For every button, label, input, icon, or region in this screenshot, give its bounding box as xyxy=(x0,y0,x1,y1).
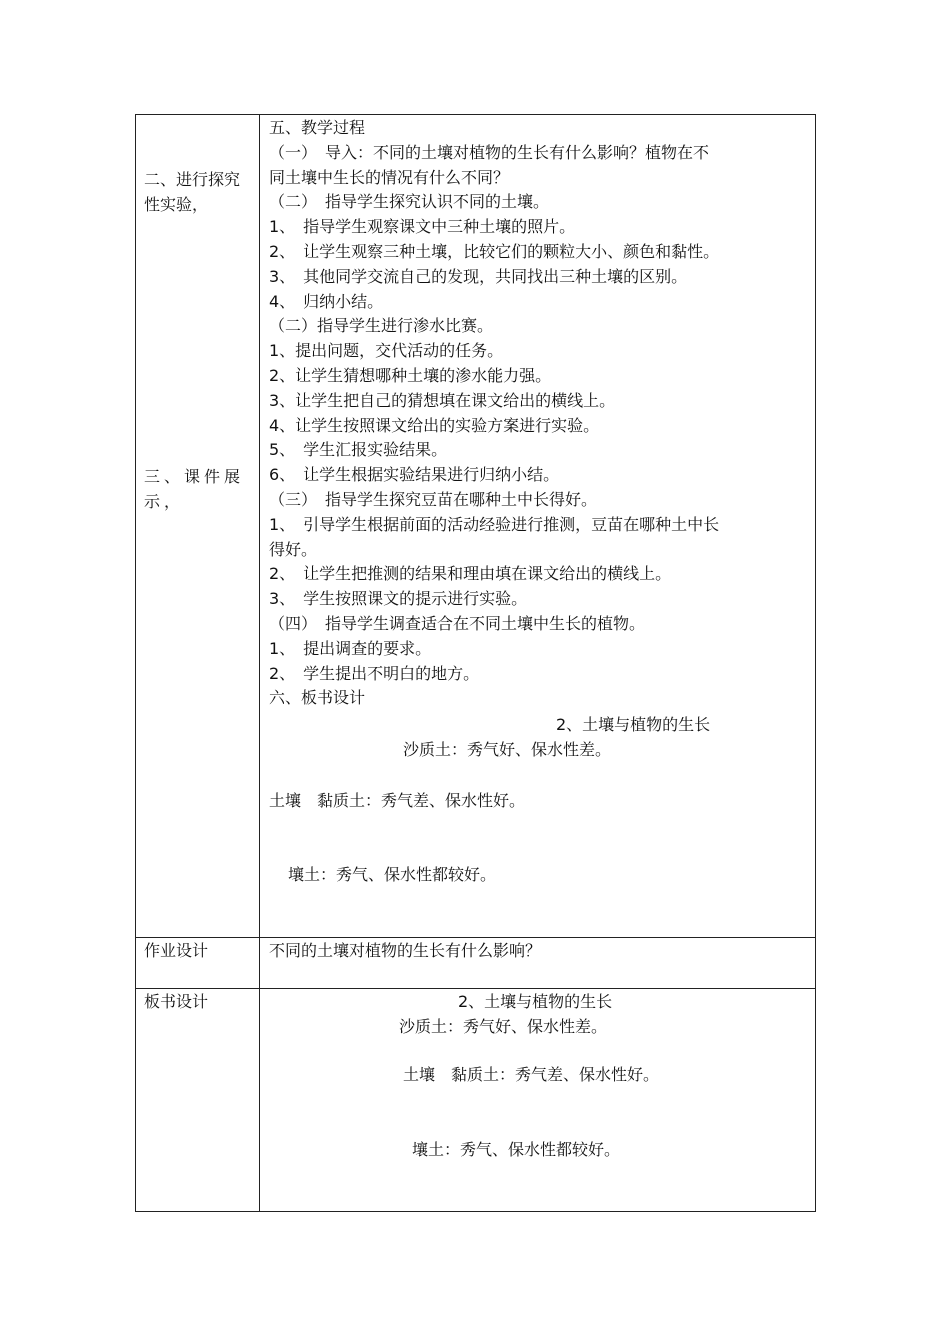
process-line: 得好。 xyxy=(269,539,318,559)
board1-title: 2、土壤与植物的生长 xyxy=(556,715,711,734)
process-line: 1、 提出调查的要求。 xyxy=(269,638,432,658)
process-line: 3、 其他同学交流自己的发现，共同找出三种土壤的区别。 xyxy=(269,266,688,286)
label-board: 板书设计 xyxy=(144,992,209,1011)
process-line: 6、 让学生根据实验结果进行归纳小结。 xyxy=(269,465,560,485)
label-experiment: 二、进行探究 性实验， xyxy=(144,170,241,214)
board2-title: 2、土壤与植物的生长 xyxy=(458,992,613,1011)
process-line: 2、 让学生观察三种土壤，比较它们的颗粒大小、颜色和黏性。 xyxy=(269,241,720,261)
process-line: 5、 学生汇报实验结果。 xyxy=(269,440,448,460)
process-line: 2、 学生提出不明白的地方。 xyxy=(269,663,480,683)
process-text xyxy=(269,116,813,711)
board2-clay: 土壤 黏质土：秀气差、保水性好。 xyxy=(403,1065,660,1084)
board2-sandy: 沙质土：秀气好、保水性差。 xyxy=(399,1017,608,1036)
process-line: （三） 指导学生探究豆苗在哪种土中长得好。 xyxy=(269,489,598,509)
label-homework: 作业设计 xyxy=(144,941,209,960)
process-line: 3、让学生把自己的猜想填在课文给出的横线上。 xyxy=(269,390,616,410)
process-line: 2、让学生猜想哪种土壤的渗水能力强。 xyxy=(269,365,552,385)
process-line: 1、 指导学生观察课文中三种土壤的照片。 xyxy=(269,217,576,237)
process-line: 五、教学过程 xyxy=(269,118,366,137)
process-line: （二）指导学生进行渗水比赛。 xyxy=(269,316,494,336)
process-line: 4、 归纳小结。 xyxy=(269,291,384,311)
board1-sandy: 沙质土：秀气好、保水性差。 xyxy=(403,740,612,759)
process-line: （四） 指导学生调查适合在不同土壤中生长的植物。 xyxy=(269,613,646,633)
process-line: 4、让学生按照课文给出的实验方案进行实验。 xyxy=(269,415,600,435)
board1-clay: 土壤 黏质土：秀气差、保水性好。 xyxy=(269,791,526,810)
process-line: 1、 引导学生根据前面的活动经验进行推测，豆苗在哪种土中长 xyxy=(269,514,720,534)
process-line: 六、板书设计 xyxy=(269,688,366,708)
process-line: 同土壤中生长的情况有什么不同？ xyxy=(269,167,510,187)
label-courseware: 三、课件展 示， xyxy=(144,467,245,511)
process-line: 2、 让学生把推测的结果和理由填在课文给出的横线上。 xyxy=(269,564,672,584)
column-divider xyxy=(259,115,260,1211)
board2-loam: 壤土：秀气、保水性都较好。 xyxy=(412,1140,621,1159)
lesson-table xyxy=(135,114,816,1212)
process-line: 1、提出问题，交代活动的任务。 xyxy=(269,341,504,361)
homework-text: 不同的土壤对植物的生长有什么影响？ xyxy=(269,941,542,960)
process-line: （一） 导入：不同的土壤对植物的生长有什么影响？植物在不 xyxy=(269,142,710,162)
board1-loam: 壤土：秀气、保水性都较好。 xyxy=(288,865,497,884)
process-line: （二） 指导学生探究认识不同的土壤。 xyxy=(269,192,550,212)
process-line: 3、 学生按照课文的提示进行实验。 xyxy=(269,589,528,609)
